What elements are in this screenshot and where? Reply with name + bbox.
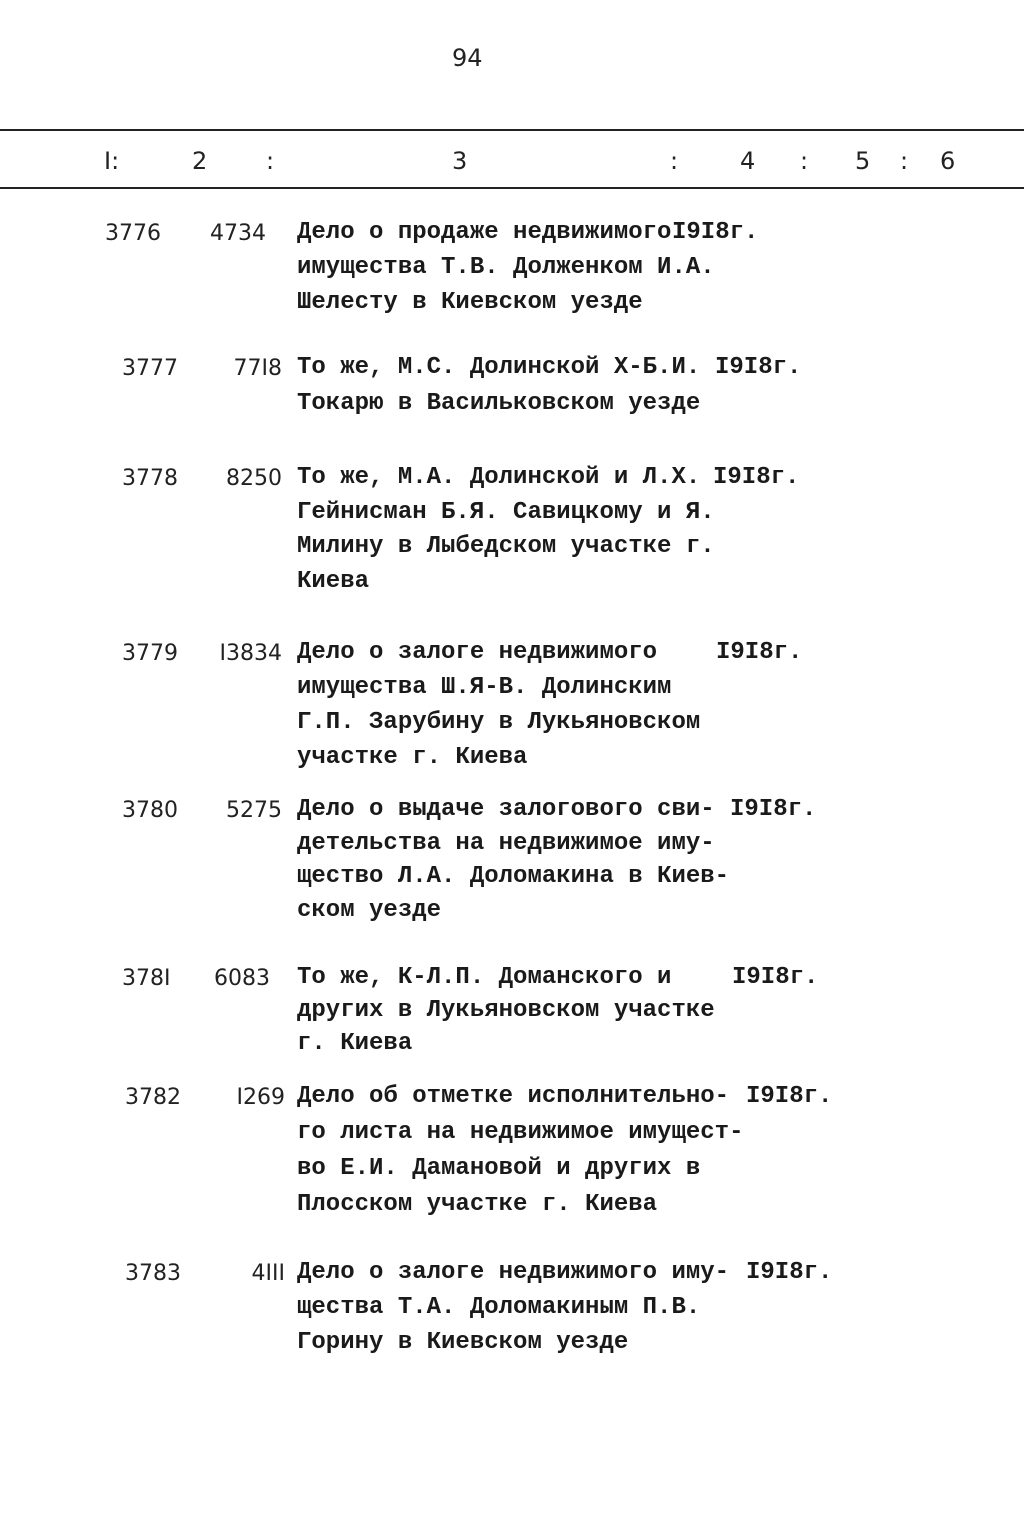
entry-title-line: Г.П. Зарубину в Лукьяновском bbox=[297, 709, 701, 736]
entry-title-line: Дело о залоге недвижимого bbox=[297, 639, 658, 666]
entry-title-line: Токарю в Васильковском уезде bbox=[297, 390, 701, 417]
entry-title-line: Милину в Лыбедском участке г. bbox=[297, 533, 715, 560]
header-top-rule bbox=[0, 129, 1024, 131]
column-header: 5 bbox=[855, 147, 871, 175]
fund-number: 8250 bbox=[226, 466, 282, 491]
column-header: : bbox=[900, 147, 909, 175]
entry-number: 3782 bbox=[125, 1085, 181, 1110]
page-number: 94 bbox=[452, 44, 483, 72]
entry-title-line: детельства на недвижимое иму- bbox=[297, 829, 715, 857]
entry-title-line: имущества Т.В. Долженком И.А. bbox=[297, 254, 715, 281]
entry-title-line: То же, К-Л.П. Доманского и bbox=[297, 964, 672, 991]
entry-title-line: участке г. Киева bbox=[297, 744, 528, 771]
entry-title-line: Горину в Киевском уезде bbox=[297, 1329, 629, 1356]
column-header: : bbox=[670, 147, 679, 175]
entry-title-line: Киева bbox=[297, 567, 370, 595]
entry-number: 378I bbox=[122, 966, 171, 991]
fund-number: 5275 bbox=[226, 798, 282, 823]
entry-title-line: го листа на недвижимое имущест- bbox=[297, 1119, 744, 1146]
entry-year: I9I8г. bbox=[672, 219, 759, 246]
fund-number: I269 bbox=[236, 1085, 285, 1110]
entry-year: I9I8г. bbox=[732, 964, 819, 991]
entry-title-line: Гейнисман Б.Я. Савицкому и Я. bbox=[297, 498, 715, 526]
entry-title-line: ском уезде bbox=[297, 896, 442, 924]
entry-number: 3779 bbox=[122, 641, 178, 666]
entry-number: 3777 bbox=[122, 356, 178, 381]
fund-number: I3834 bbox=[219, 641, 282, 666]
fund-number: 4734 bbox=[210, 221, 266, 246]
entry-title-line: Шелесту в Киевском уезде bbox=[297, 289, 643, 316]
header-bottom-rule bbox=[0, 187, 1024, 189]
column-header: 6 bbox=[940, 147, 956, 175]
entry-year: I9I8г. bbox=[746, 1083, 833, 1110]
entry-title-line: щество Л.А. Доломакина в Киев- bbox=[297, 863, 730, 890]
entry-title-line: г. Киева bbox=[297, 1030, 413, 1057]
entry-year: I9I8г. bbox=[713, 464, 800, 491]
entry-year: I9I8г. bbox=[715, 354, 802, 381]
column-header: I: bbox=[104, 147, 120, 175]
entry-title-line: Дело о выдаче залогового сви- bbox=[297, 796, 715, 823]
entry-number: 3780 bbox=[122, 798, 178, 823]
entry-year: I9I8г. bbox=[716, 639, 803, 666]
entry-title-line: во Е.И. Дамановой и других в bbox=[297, 1155, 701, 1182]
entry-title-line: То же, М.С. Долинской Х-Б.И. bbox=[297, 354, 701, 381]
fund-number: 4III bbox=[251, 1261, 285, 1286]
fund-number: 6083 bbox=[214, 966, 270, 991]
entry-title-line: щества Т.А. Доломакиным П.В. bbox=[297, 1294, 701, 1321]
column-header: 2 bbox=[192, 147, 208, 175]
entry-title-line: Дело об отметке исполнительно- bbox=[297, 1083, 730, 1110]
entry-title-line: других в Лукьяновском участке bbox=[297, 997, 715, 1024]
entry-year: I9I8г. bbox=[730, 796, 817, 823]
entry-title-line: имущества Ш.Я-В. Долинским bbox=[297, 674, 672, 701]
entry-number: 3783 bbox=[125, 1261, 181, 1286]
entry-title-line: Плосском участке г. Киева bbox=[297, 1191, 658, 1218]
entry-year: I9I8г. bbox=[746, 1259, 833, 1286]
column-header: 3 bbox=[452, 147, 468, 175]
entry-title-line: То же, М.А. Долинской и Л.Х. bbox=[297, 464, 701, 491]
column-header: : bbox=[800, 147, 809, 175]
entry-number: 3776 bbox=[105, 221, 161, 246]
fund-number: 77I8 bbox=[233, 356, 282, 381]
column-header: : bbox=[266, 147, 275, 175]
entry-title-line: Дело о продаже недвижимого bbox=[297, 219, 672, 246]
entry-number: 3778 bbox=[122, 466, 178, 491]
entry-title-line: Дело о залоге недвижимого иму- bbox=[297, 1259, 730, 1286]
column-header: 4 bbox=[740, 147, 756, 175]
